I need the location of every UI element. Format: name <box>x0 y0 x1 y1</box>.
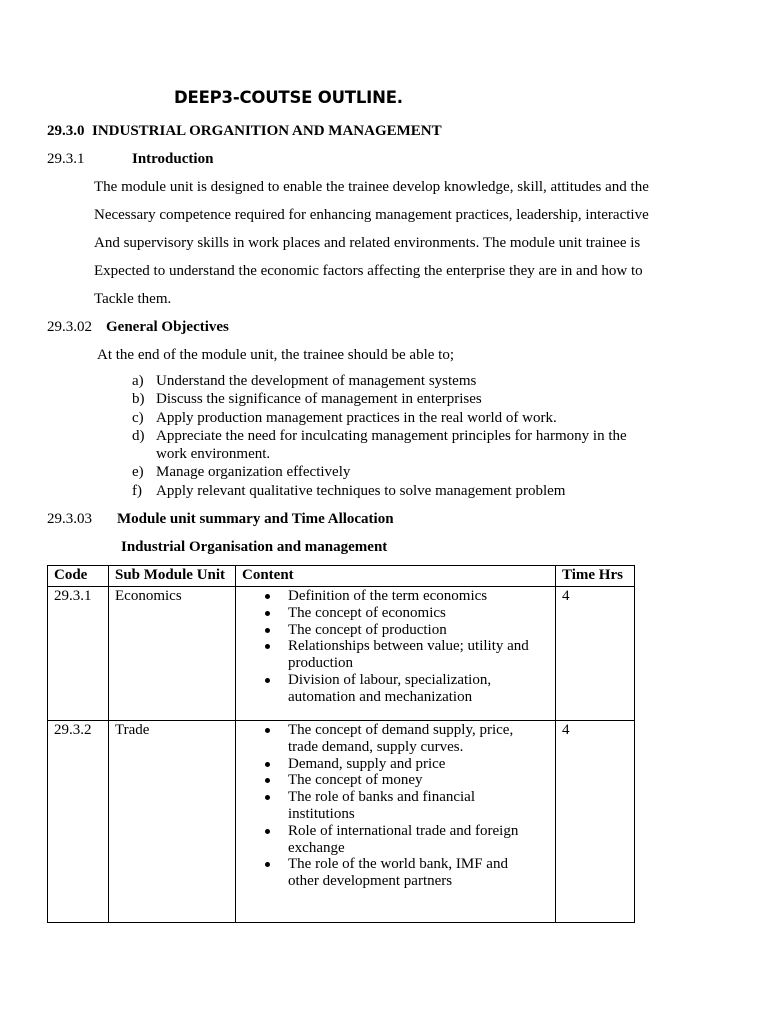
objective-marker: f) <box>132 482 142 499</box>
content-item <box>288 638 549 672</box>
summary-heading: Module unit summary and Time Allocation <box>117 511 394 527</box>
content-item-text: institutions <box>288 805 355 822</box>
objective-text: Discuss the significance of management in enterprises <box>156 391 482 408</box>
section-title: INDUSTRIAL ORGANITION AND MANAGEMENT <box>92 123 442 139</box>
bullet-icon <box>265 762 270 767</box>
bullet-icon <box>265 611 270 616</box>
intro-line: Tackle them. <box>94 291 172 307</box>
table-caption: Industrial Organisation and management <box>121 539 388 555</box>
intro-line: And supervisory skills in work places and related environments. The module unit trainee is <box>94 235 641 251</box>
bullet-icon <box>265 644 270 649</box>
objective-item <box>132 409 672 427</box>
objectives-list <box>132 372 672 500</box>
objectives-number: 29.3.02 <box>47 319 92 335</box>
cell-content <box>236 721 556 923</box>
content-item-text: The concept of economics <box>288 604 446 621</box>
cell-time-hrs: 4 <box>556 721 635 923</box>
content-item-text: The role of the world bank, IMF and <box>288 856 508 873</box>
objective-item <box>132 390 672 408</box>
content-item <box>288 722 549 756</box>
objective-text: Apply production management practices in the real world of work. <box>156 409 557 426</box>
content-bullet-list <box>242 722 549 890</box>
page-title: DEEP3-COUTSE OUTLINE. <box>174 88 403 107</box>
objective-text: Appreciate the need for inculcating management principles for harmony in the <box>156 427 627 444</box>
objective-text: work environment. <box>156 446 271 463</box>
objective-marker: c) <box>132 409 144 426</box>
content-item <box>288 672 549 706</box>
objective-item <box>132 463 672 481</box>
bullet-icon <box>265 862 270 867</box>
content-item <box>288 772 549 789</box>
summary-number: 29.3.03 <box>47 511 92 527</box>
objective-marker: e) <box>132 464 144 481</box>
content-item-text: Definition of the term economics <box>288 588 488 604</box>
header-content: Content <box>236 566 556 587</box>
content-item-text: The role of banks and financial <box>288 789 476 806</box>
cell-time-hrs: 4 <box>556 587 635 721</box>
content-item-text: production <box>288 655 353 672</box>
objectives-lead: At the end of the module unit, the trainee should be able to; <box>97 347 454 363</box>
section-heading <box>47 123 442 140</box>
objective-item <box>132 482 672 500</box>
objective-item <box>132 372 672 390</box>
content-item-text: automation and mechanization <box>288 688 473 705</box>
header-sub-module-unit: Sub Module Unit <box>109 566 236 587</box>
cell-sub-module-unit: Economics <box>109 587 236 721</box>
content-item <box>288 789 549 823</box>
bullet-icon <box>265 795 270 800</box>
bullet-icon <box>265 829 270 834</box>
cell-code: 29.3.1 <box>48 587 109 721</box>
objective-text: Understand the development of management systems <box>156 373 477 389</box>
intro-heading: Introduction <box>132 151 214 167</box>
table-row <box>48 721 635 923</box>
objective-marker: b) <box>132 391 145 408</box>
content-item <box>288 605 549 622</box>
intro-line: Expected to understand the economic factors affecting the enterprise they are in and how to <box>94 263 643 279</box>
content-item-text: Division of labour, specialization, <box>288 671 492 688</box>
bullet-icon <box>265 778 270 783</box>
bullet-icon <box>265 728 270 733</box>
bullet-icon <box>265 594 270 599</box>
intro-line: Necessary competence required for enhancing management practices, leadership, interactive <box>94 207 649 223</box>
objective-text: Manage organization effectively <box>156 464 351 481</box>
content-item <box>288 856 549 890</box>
table-row <box>48 587 635 721</box>
content-item-text: Role of international trade and foreign <box>288 822 519 839</box>
bullet-icon <box>265 678 270 683</box>
objective-text: Apply relevant qualitative techniques to solve management problem <box>156 482 566 499</box>
content-item-text: Demand, supply and price <box>288 755 446 772</box>
cell-code: 29.3.2 <box>48 721 109 923</box>
content-item-text: exchange <box>288 839 345 856</box>
objective-item <box>132 427 672 464</box>
content-bullet-list <box>242 588 549 706</box>
intro-line: The module unit is designed to enable the trainee develop knowledge, skill, attitudes and the <box>94 179 649 195</box>
content-item-text: The concept of money <box>288 772 423 789</box>
table-header-row <box>48 566 635 587</box>
content-item-text: Relationships between value; utility and <box>288 638 529 655</box>
bullet-icon <box>265 628 270 633</box>
intro-number: 29.3.1 <box>47 151 85 167</box>
header-code: Code <box>48 566 109 587</box>
content-item <box>288 756 549 773</box>
content-item <box>288 622 549 639</box>
content-item-text: The concept of demand supply, price, <box>288 722 514 738</box>
module-summary-table <box>47 565 635 923</box>
objective-marker: d) <box>132 427 145 444</box>
cell-content <box>236 587 556 721</box>
objective-marker: a) <box>132 373 144 389</box>
content-item-text: other development partners <box>288 873 453 890</box>
section-number: 29.3.0 <box>47 123 85 139</box>
content-item <box>288 588 549 605</box>
content-item-text: The concept of production <box>288 621 447 638</box>
cell-sub-module-unit: Trade <box>109 721 236 923</box>
content-item-text: trade demand, supply curves. <box>288 738 464 755</box>
header-time-hrs: Time Hrs <box>556 566 635 587</box>
objectives-heading: General Objectives <box>106 319 229 335</box>
content-item <box>288 823 549 857</box>
